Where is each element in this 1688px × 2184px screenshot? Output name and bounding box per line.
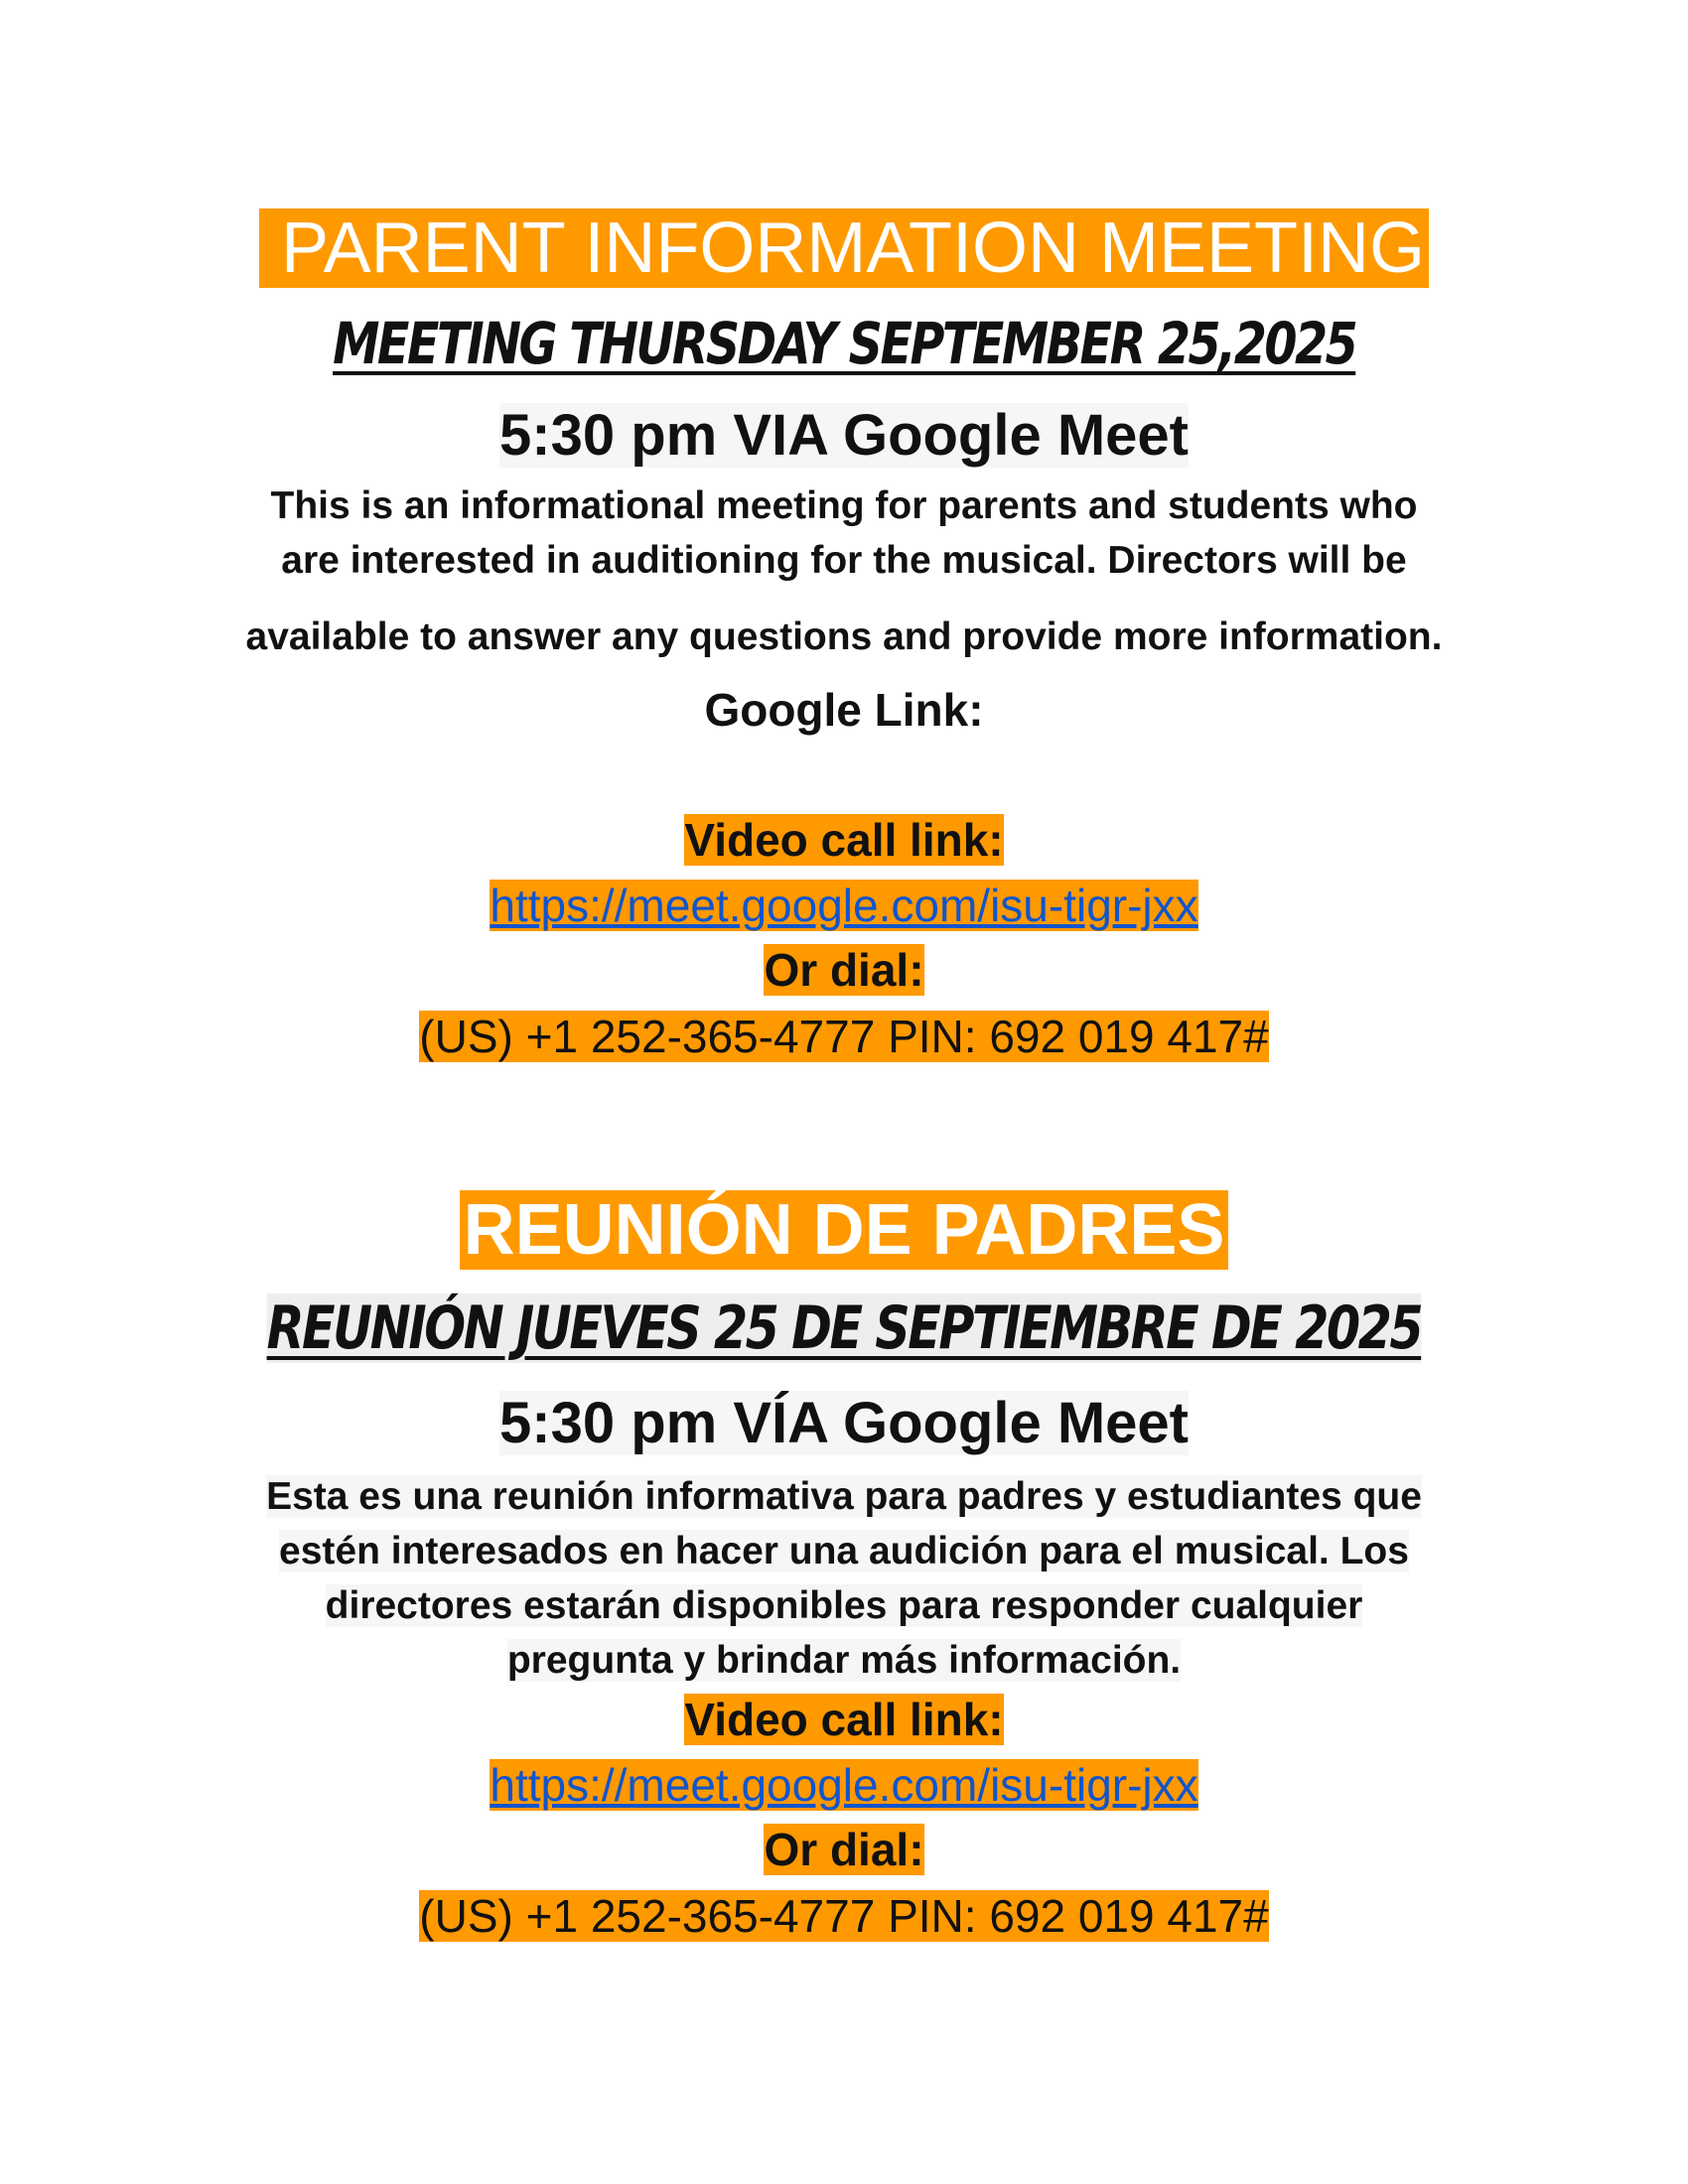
spanish-title-row	[0, 1187, 1688, 1273]
spanish-description-line-4: pregunta y brindar más información.	[506, 1639, 1182, 1682]
english-description-line-1: This is an informational meeting for parents and students who	[270, 484, 1418, 527]
english-link-row	[0, 879, 1688, 932]
english-dial-number: (US) +1 252-365-4777 PIN: 692 019 417#	[419, 1011, 1269, 1062]
spanish-description-line-3: directores estarán disponibles para responder cualquier	[325, 1584, 1363, 1627]
spanish-time: 5:30 pm VÍA Google Meet	[499, 1391, 1189, 1455]
english-date-row	[0, 310, 1688, 377]
spanish-video-call-link[interactable]: https://meet.google.com/isu-tigr-jxx	[490, 1759, 1198, 1811]
english-video-call-row	[0, 813, 1688, 867]
english-video-call-link[interactable]: https://meet.google.com/isu-tigr-jxx	[490, 880, 1198, 931]
english-google-link-label: Google Link:	[704, 684, 984, 736]
english-dial-row	[0, 1010, 1688, 1063]
english-description-line-3: available to answer any questions and provide more information.	[245, 615, 1443, 658]
spanish-video-call-row	[0, 1693, 1688, 1746]
english-time: 5:30 pm VIA Google Meet	[499, 403, 1189, 468]
english-title: PARENT INFORMATION MEETING	[259, 208, 1429, 288]
spanish-description-line-1: Esta es una reunión informativa para padres y estudiantes que	[266, 1475, 1422, 1518]
spanish-dial-number: (US) +1 252-365-4777 PIN: 692 019 417#	[419, 1890, 1269, 1942]
spanish-dial-label: Or dial:	[764, 1824, 924, 1875]
spanish-dial-label-row	[0, 1823, 1688, 1876]
english-video-call-label: Video call link:	[684, 814, 1004, 866]
spanish-date-row	[0, 1294, 1688, 1363]
spanish-dial-row	[0, 1889, 1688, 1943]
english-dial-label: Or dial:	[764, 944, 924, 996]
english-date-heading: MEETING THURSDAY SEPTEMBER 25,2025	[332, 310, 1356, 377]
english-description-line-2: are interested in auditioning for the musical. Directors will be	[281, 539, 1407, 582]
spanish-date-heading: REUNIÓN JUEVES 25 DE SEPTIEMBRE DE 2025	[266, 1294, 1422, 1363]
english-title-row	[0, 199, 1688, 298]
spanish-video-call-label: Video call link:	[684, 1694, 1004, 1745]
english-dial-label-row	[0, 943, 1688, 997]
spanish-time-row	[0, 1390, 1688, 1456]
spanish-title: REUNIÓN DE PADRES	[460, 1190, 1229, 1270]
spanish-link-row	[0, 1758, 1688, 1812]
english-time-row	[0, 402, 1688, 469]
spanish-description-line-2: estén interesados en hacer una audición para el musical. Los	[279, 1530, 1409, 1572]
